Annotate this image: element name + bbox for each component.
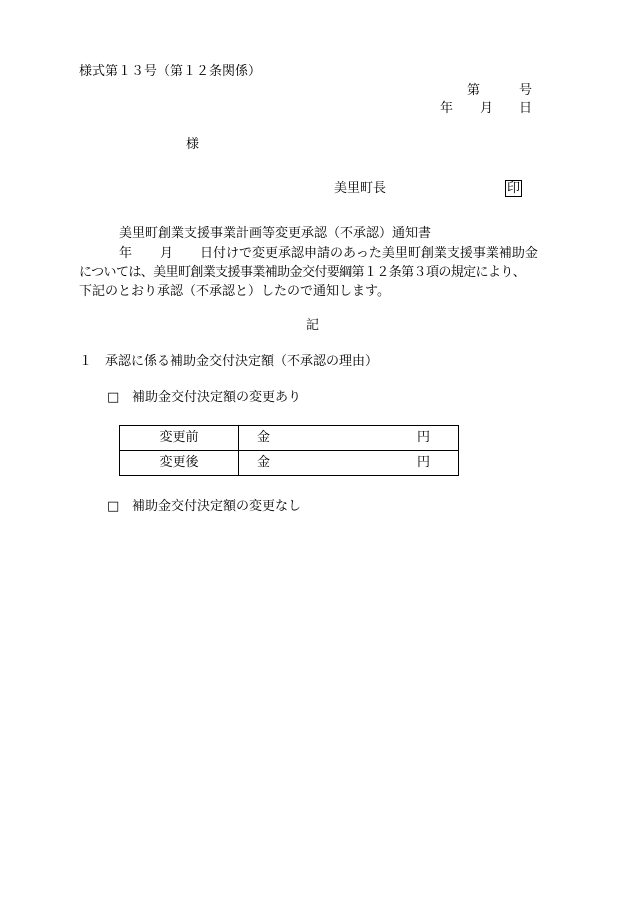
date-month: 月 — [480, 101, 494, 116]
amount-unit: 円 — [416, 455, 430, 470]
date-day: 日 — [519, 101, 533, 116]
date-year: 年 — [440, 101, 454, 116]
ki-heading: 記 — [306, 318, 320, 333]
seal-mark-text: 印 — [507, 181, 521, 196]
body-year: 年 — [119, 246, 133, 261]
notice-title: 美里町創業支援事業計画等変更承認（不承認）通知書 — [119, 226, 432, 241]
amount-table — [119, 425, 459, 476]
amount-before-cell[interactable] — [239, 426, 459, 451]
no-change-checkbox[interactable]: □ — [107, 499, 120, 514]
row-label-after: 変更後 — [120, 451, 239, 476]
amount-after-cell[interactable] — [239, 451, 459, 476]
body-line3: 下記のとおり承認（不承認と）したので通知します。 — [79, 284, 390, 299]
change-option-label: 補助金交付決定額の変更あり — [132, 390, 302, 405]
amount-unit: 円 — [416, 430, 430, 445]
table-row — [120, 426, 459, 451]
form-number: 様式第１３号（第１２条関係） — [79, 64, 262, 79]
table-row — [120, 451, 459, 476]
no-change-option-label: 補助金交付決定額の変更なし — [132, 499, 302, 514]
body-month: 月 — [160, 246, 174, 261]
row-label-before: 変更前 — [120, 426, 239, 451]
body-line2: については、美里町創業支援事業補助金交付要綱第１２条第３項の規定により、 — [79, 265, 526, 280]
seal-mark — [505, 180, 522, 197]
section1-heading: １ 承認に係る補助金交付決定額（不承認の理由） — [79, 354, 379, 369]
amount-prefix: 金 — [257, 430, 271, 445]
change-checkbox[interactable]: □ — [107, 390, 120, 405]
body-line1: 日付けで変更承認申請のあった美里町創業支援事業補助金 — [200, 246, 538, 261]
doc-number-suffix: 号 — [519, 83, 533, 98]
sender-title: 美里町長 — [334, 181, 387, 196]
addressee-honorific: 様 — [186, 137, 200, 152]
amount-prefix: 金 — [257, 455, 271, 470]
doc-number-prefix: 第 — [467, 83, 481, 98]
